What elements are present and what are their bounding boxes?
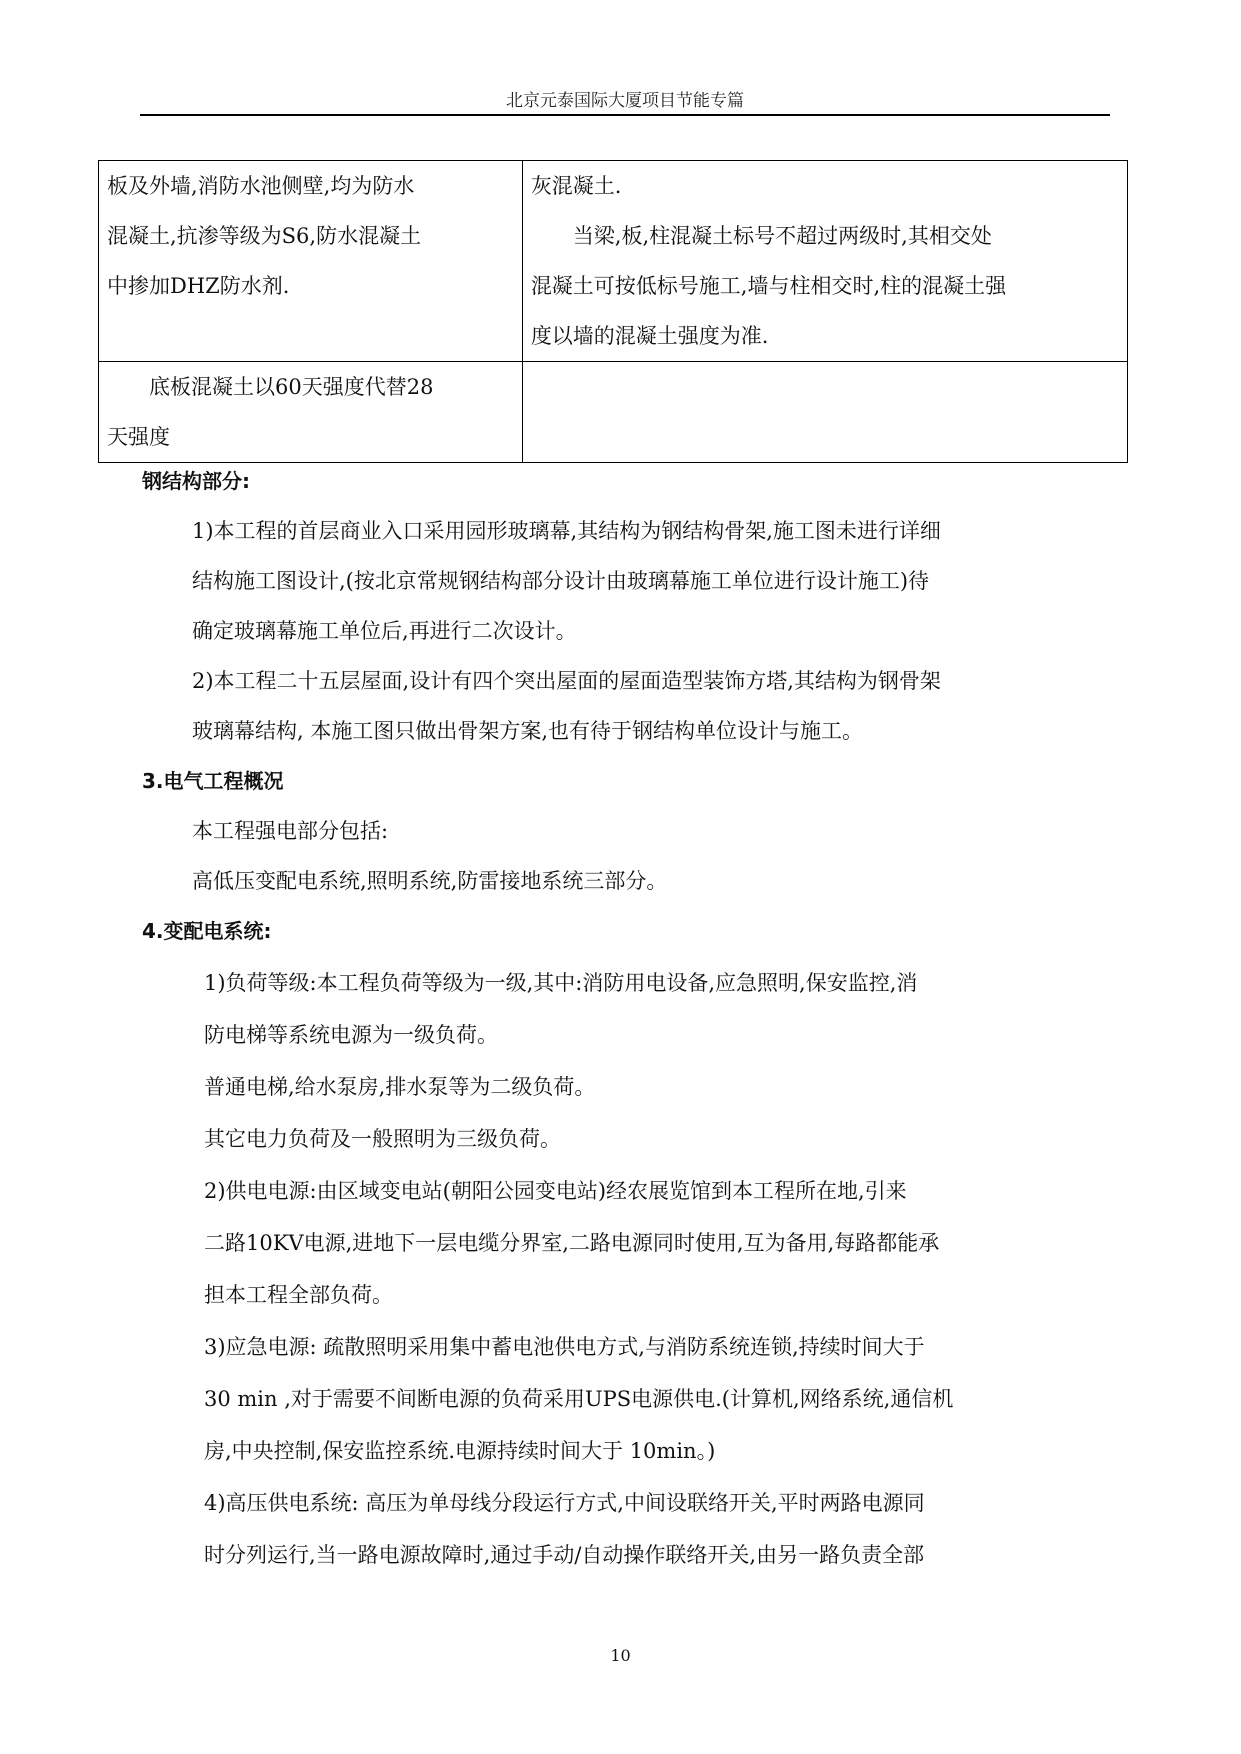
paragraph-line: 本工程强电部分包括: bbox=[192, 819, 389, 843]
paragraph-line: 普通电梯,给水泵房,排水泵等为二级负荷。 bbox=[204, 1075, 596, 1099]
table-cell bbox=[522, 161, 1127, 362]
table-cell bbox=[99, 161, 523, 362]
paragraph-line: 其它电力负荷及一般照明为三级负荷。 bbox=[204, 1127, 561, 1151]
table-cell bbox=[522, 362, 1127, 463]
paragraph-line: 二路10KV电源,进地下一层电缆分界室,二路电源同时使用,互为备用,每路都能承 bbox=[204, 1231, 940, 1255]
paragraph-line: 高低压变配电系统,照明系统,防雷接地系统三部分。 bbox=[192, 869, 668, 893]
cell-line: 混凝土可按低标号施工,墙与柱相交时,柱的混凝土强 bbox=[530, 274, 1007, 298]
paragraph-line: 2)本工程二十五层屋面,设计有四个突出屋面的屋面造型装饰方塔,其结构为钢骨架 bbox=[192, 669, 941, 693]
paragraph-line: 防电梯等系统电源为一级负荷。 bbox=[204, 1023, 498, 1047]
cell-line: 灰混凝土. bbox=[530, 174, 622, 198]
paragraph-line: 30 min ,对于需要不间断电源的负荷采用UPS电源供电.(计算机,网络系统,通信机 bbox=[204, 1387, 954, 1411]
paragraph-line: 担本工程全部负荷。 bbox=[204, 1283, 393, 1307]
paragraph-line: 1)负荷等级:本工程负荷等级为一级,其中:消防用电设备,应急照明,保安监控,消 bbox=[204, 971, 918, 995]
cell-line: 板及外墙,消防水池侧壁,均为防水 bbox=[107, 174, 415, 198]
cell-line: 度以墙的混凝土强度为准. bbox=[530, 324, 769, 348]
page-header: 北京元泰国际大厦项目节能专篇 bbox=[506, 91, 744, 111]
cell-line: 底板混凝土以60天强度代替28 bbox=[149, 375, 434, 399]
cell-line: 混凝土,抗渗等级为S6,防水混凝土 bbox=[107, 224, 422, 248]
paragraph-line: 3)应急电源: 疏散照明采用集中蓄电池供电方式,与消防系统连锁,持续时间大于 bbox=[204, 1335, 925, 1359]
paragraph-line: 玻璃幕结构, 本施工图只做出骨架方案,也有待于钢结构单位设计与施工。 bbox=[192, 719, 864, 743]
paragraph-line: 4)高压供电系统: 高压为单母线分段运行方式,中间设联络开关,平时两路电源同 bbox=[204, 1491, 925, 1515]
table-cell bbox=[99, 362, 523, 463]
paragraph-line: 结构施工图设计,(按北京常规钢结构部分设计由玻璃幕施工单位进行设计施工)待 bbox=[192, 569, 930, 593]
paragraph-line: 确定玻璃幕施工单位后,再进行二次设计。 bbox=[192, 619, 577, 643]
paragraph-line: 房,中央控制,保安监控系统.电源持续时间大于 10min。) bbox=[204, 1439, 716, 1463]
paragraph-line: 1)本工程的首层商业入口采用园形玻璃幕,其结构为钢结构骨架,施工图未进行详细 bbox=[192, 519, 941, 543]
paragraph-line: 时分列运行,当一路电源故障时,通过手动/自动操作联络开关,由另一路负责全部 bbox=[204, 1543, 925, 1567]
spec-table bbox=[98, 160, 1128, 463]
table-row bbox=[99, 161, 1128, 362]
section-heading: 3.电气工程概况 bbox=[142, 769, 284, 793]
cell-line: 天强度 bbox=[107, 425, 170, 449]
section-heading: 钢结构部分: bbox=[142, 469, 250, 493]
cell-line: 当梁,板,柱混凝土标号不超过两级时,其相交处 bbox=[572, 224, 992, 248]
cell-line: 中掺加DHZ防水剂. bbox=[107, 274, 290, 298]
page-number: 10 bbox=[610, 1646, 631, 1665]
table-row bbox=[99, 362, 1128, 463]
paragraph-line: 2)供电电源:由区域变电站(朝阳公园变电站)经农展览馆到本工程所在地,引来 bbox=[204, 1179, 907, 1203]
header-rule bbox=[140, 114, 1110, 116]
section-heading: 4.变配电系统: bbox=[142, 919, 272, 943]
